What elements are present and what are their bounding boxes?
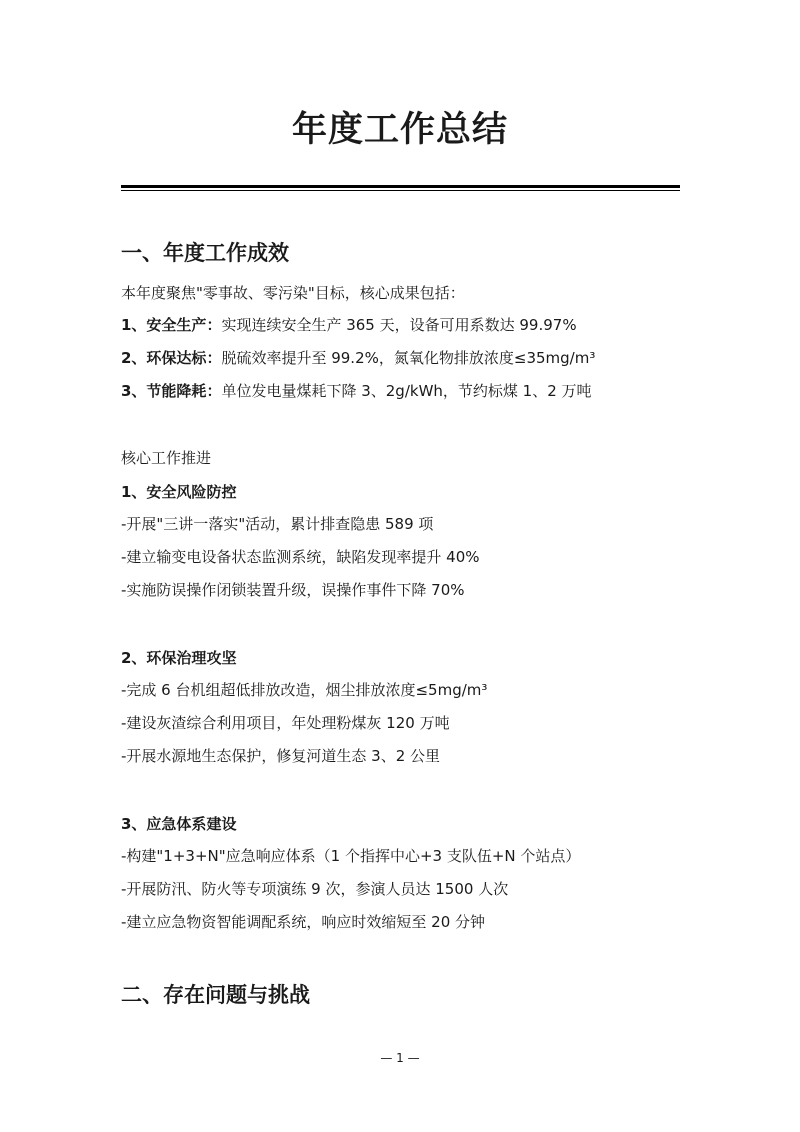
results-intro: 本年度聚焦"零事故、零污染"目标，核心成果包括： [121,284,465,302]
result-text: 单位发电量煤耗下降 3、2g/kWh，节约标煤 1、2 万吨 [221,382,592,400]
core-work-heading: 核心工作推进 [121,449,212,467]
group-title-emergency: 3、应急体系建设 [121,815,237,833]
result-label: 2、环保达标： [121,349,222,367]
list-item: -构建"1+3+N"应急响应体系（1 个指挥中心+3 支队伍+N 个站点） [121,847,581,865]
list-item: -建设灰渣综合利用项目，年处理粉煤灰 120 万吨 [121,714,450,732]
title-divider-thick [121,185,680,188]
result-item-environment [121,347,595,369]
section-heading-problems: 二、存在问题与挑战 [121,983,310,1007]
result-text: 实现连续安全生产 365 天，设备可用系数达 99.97% [221,316,577,334]
result-label: 1、安全生产： [121,316,222,334]
list-item: -开展"三讲一落实"活动，累计排查隐患 589 项 [121,515,434,533]
list-item: -开展防汛、防火等专项演练 9 次，参演人员达 1500 人次 [121,880,509,898]
list-item: -开展水源地生态保护，修复河道生态 3、2 公里 [121,747,441,765]
title-divider-thin [121,190,680,191]
result-text: 脱硫效率提升至 99.2%，氮氧化物排放浓度≤35mg/m³ [221,349,596,367]
list-item: -实施防误操作闭锁装置升级，误操作事件下降 70% [121,581,465,599]
list-item: -完成 6 台机组超低排放改造，烟尘排放浓度≤5mg/m³ [121,681,488,699]
list-item: -建立应急物资智能调配系统，响应时效缩短至 20 分钟 [121,913,486,931]
result-item-safety [121,314,577,336]
result-label: 3、节能降耗： [121,382,222,400]
document-title: 年度工作总结 [291,110,508,150]
group-title-risk: 1、安全风险防控 [121,483,237,501]
result-item-energy [121,380,592,402]
section-heading-results: 一、年度工作成效 [121,241,289,265]
list-item: -建立输变电设备状态监测系统，缺陷发现率提升 40% [121,548,480,566]
page-number: — 1 — [380,1051,420,1065]
group-title-environment: 2、环保治理攻坚 [121,649,237,667]
